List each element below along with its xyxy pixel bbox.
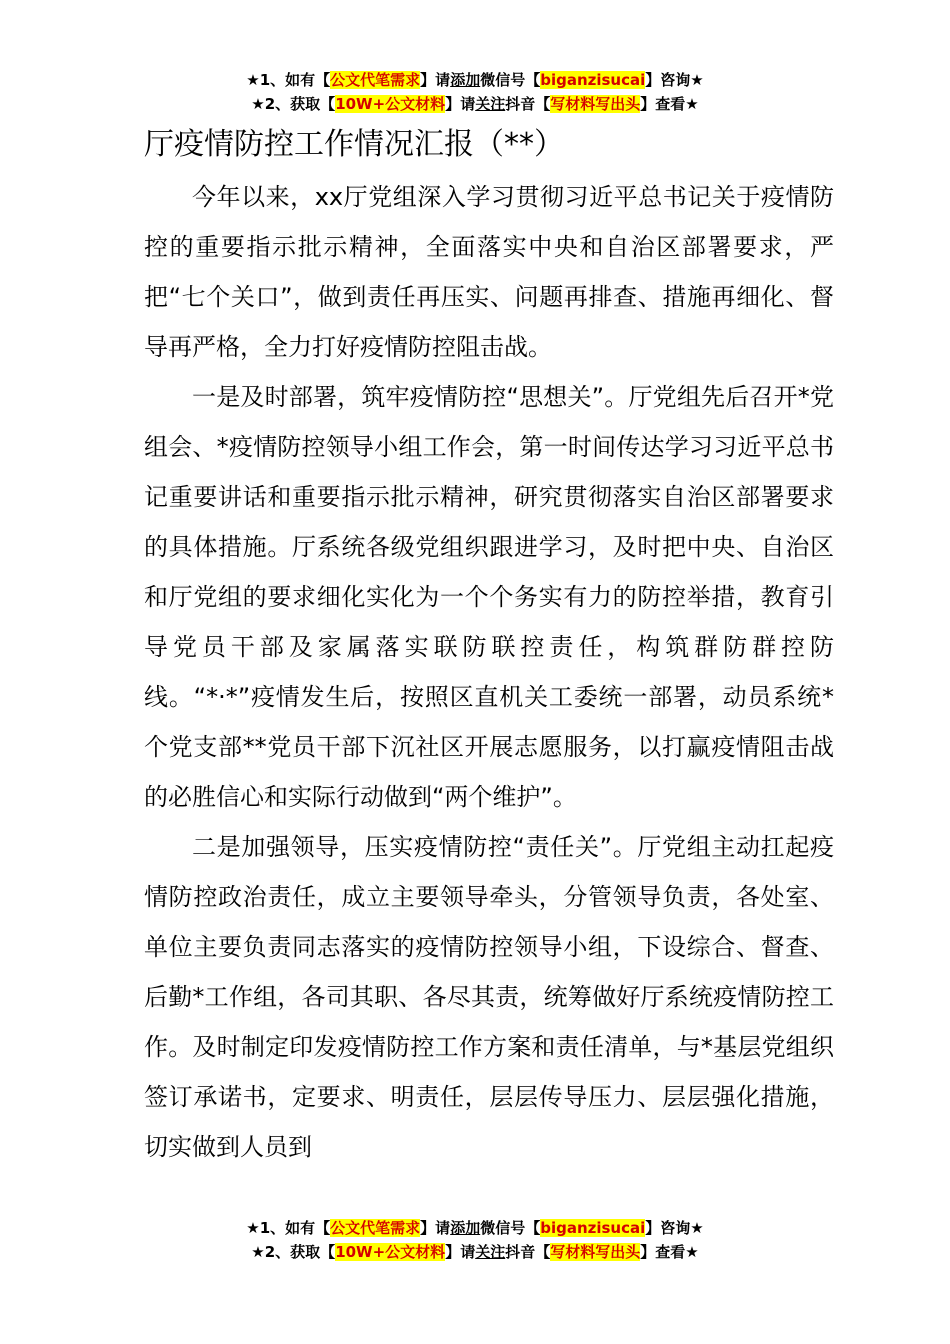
highlight-materials: 10W+公文材料 (335, 1243, 446, 1261)
promo-banner-top (0, 68, 950, 116)
paragraph-intro: 今年以来，xx厅党组深入学习贯彻习近平总书记关于疫情防控的重要指示批示精神，全面落实中央和自治区部署要求，严把“七个关口”，做到责任再压实、问题再排查、措施再细化、督导再严格，全力打好疫情防控阻击战。 (144, 183, 834, 361)
document-title: 厅疫情防控工作情况汇报（**） (144, 127, 564, 162)
promo-line-2: ★2、获取【10W+公文材料】请关注抖音【写材料写出头】查看★ (251, 95, 699, 113)
highlight-douyin-account: 写材料写出头 (550, 95, 641, 113)
highlight-douyin-account: 写材料写出头 (550, 1243, 641, 1261)
highlight-materials: 10W+公文材料 (335, 95, 446, 113)
promo-banner-bottom (0, 1216, 950, 1264)
paragraph-section-1: 一是及时部署，筑牢疫情防控“思想关”。厅党组先后召开*党组会、*疫情防控领导小组工作会，第一时间传达学习习近平总书记重要讲话和重要指示批示精神，研究贯彻落实自治区部署要求的具体措施。厅系统各级党组织跟进学习，及时把中央、自治区和厅党组的要求细化实化为一个个务实有力的防控举措，教育引导党员干部及家属落实联防联控责任，构筑群防群控防线。“*·*”疫情发生后，按照区直机关工委统一部署，动员系统*个党支部**党员干部下沉社区开展志愿服务，以打赢疫情阻击战的必胜信心和实际行动做到“两个维护”。 (144, 383, 834, 811)
promo-line-2: ★2、获取【10W+公文材料】请关注抖音【写材料写出头】查看★ (251, 1243, 699, 1261)
highlight-service: 公文代笔需求 (330, 1219, 421, 1237)
highlight-wechat-id: biganzisucai (540, 71, 646, 89)
highlight-service: 公文代笔需求 (330, 71, 421, 89)
document-body (144, 118, 834, 1172)
promo-line-1: ★1、如有【公文代笔需求】请添加微信号【biganzisucai】咨询★ (246, 1219, 704, 1237)
highlight-wechat-id: biganzisucai (540, 1219, 646, 1237)
promo-line-1: ★1、如有【公文代笔需求】请添加微信号【biganzisucai】咨询★ (246, 71, 704, 89)
paragraph-section-2: 二是加强领导，压实疫情防控“责任关”。厅党组主动扛起疫情防控政治责任，成立主要领导牵头，分管领导负责，各处室、单位主要负责同志落实的疫情防控领导小组，下设综合、督查、后勤*工作组，各司其职、各尽其责，统筹做好厅系统疫情防控工作。及时制定印发疫情防控工作方案和责任清单，与*基层党组织签订承诺书，定要求、明责任，层层传导压力、层层强化措施，切实做到人员到 (144, 833, 834, 1161)
